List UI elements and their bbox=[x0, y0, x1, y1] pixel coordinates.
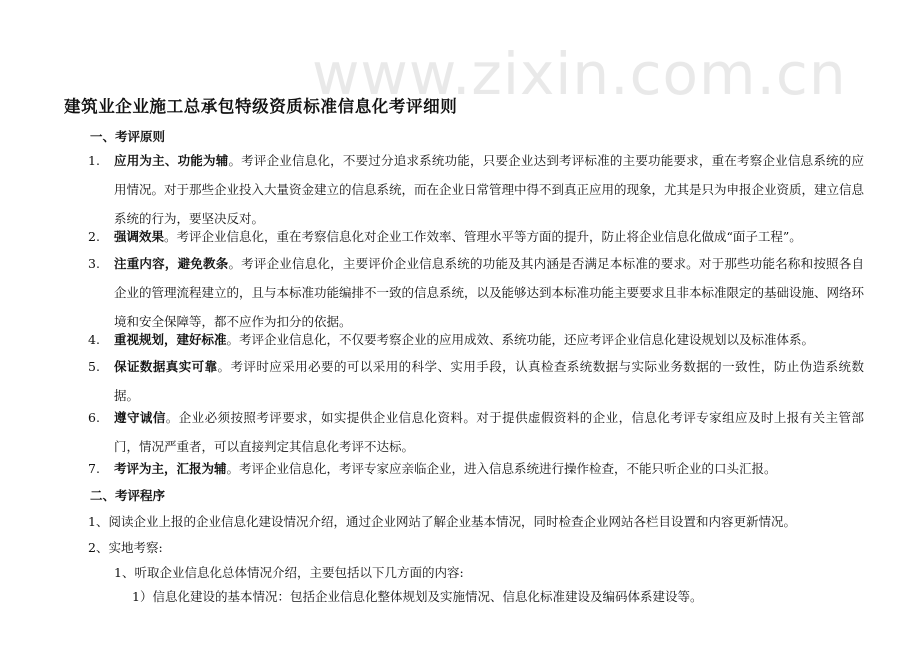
procedure-subitem-detail: 1）信息化建设的基本情况：包括企业信息化整体规划及实施情况、信息化标准建设及编码体系建设等。 bbox=[132, 589, 703, 604]
principle-body bbox=[114, 249, 864, 336]
section-heading-procedure: 二、考评程序 bbox=[90, 488, 166, 503]
principle-text: 。企业必须按照考评要求，如实提供企业信息化资料。对于提供虚假资料的企业，信息化考评专家组应及时上报有关主管部门，情况严重者，可以直接判定其信息化考评不达标。 bbox=[114, 410, 864, 454]
principle-number: 1. bbox=[88, 153, 100, 168]
principle-text: 。考评企业信息化，不仅要考察企业的应用成效、系统功能，还应考评企业信息化建设规划以及标准体系。 bbox=[226, 332, 815, 347]
principle-body bbox=[114, 352, 864, 410]
principle-lead: 强调效果 bbox=[114, 229, 165, 244]
procedure-item: 1、阅读企业上报的企业信息化建设情况介绍，通过企业网站了解企业基本情况，同时检查企业网站各栏目设置和内容更新情况。 bbox=[88, 514, 796, 529]
principle-lead: 注重内容，避免教条 bbox=[114, 256, 229, 271]
principle-lead: 遵守诚信 bbox=[114, 410, 166, 425]
watermark-text: www.zixin.com.cn bbox=[312, 40, 847, 108]
procedure-subitem: 1、听取企业信息化总体情况介绍，主要包括以下几方面的内容: bbox=[114, 565, 464, 580]
principle-lead: 保证数据真实可靠 bbox=[114, 359, 218, 374]
principle-body bbox=[114, 146, 864, 233]
principle-number: 3. bbox=[88, 256, 100, 271]
principle-body bbox=[114, 222, 864, 251]
principle-number: 6. bbox=[88, 410, 100, 425]
principle-number: 4. bbox=[88, 332, 100, 347]
principle-text: 。考评企业信息化，考评专家应亲临企业，进入信息系统进行操作检查，不能只听企业的口头汇报。 bbox=[226, 461, 777, 476]
principle-body bbox=[114, 325, 864, 354]
principle-number: 7. bbox=[88, 461, 100, 476]
principle-lead: 考评为主，汇报为辅 bbox=[114, 461, 227, 476]
procedure-item: 2、实地考察: bbox=[88, 540, 163, 555]
principle-lead: 应用为主、功能为辅 bbox=[114, 153, 229, 168]
principle-number: 2. bbox=[88, 229, 100, 244]
principle-lead: 重视规划，建好标准 bbox=[114, 332, 227, 347]
principle-body bbox=[114, 454, 864, 483]
document-title: 建筑业企业施工总承包特级资质标准信息化考评细则 bbox=[64, 97, 458, 116]
principle-text: 。考评时应采用必要的可以采用的科学、实用手段，认真检查系统数据与实际业务数据的一致性，防止伪造系统数据。 bbox=[114, 359, 864, 403]
principle-text: 。考评企业信息化，主要评价企业信息系统的功能及其内涵是否满足本标准的要求。对于那些功能名称和按照各自企业的管理流程建立的，且与本标准功能编排不一致的信息系统，以及能够达到本标准功能主要要求且非本标准限定的基础设施、网络环境和安全保障等，都不应作为扣分的依据。 bbox=[114, 256, 865, 329]
principle-text: 。考评企业信息化，重在考察信息化对企业工作效率、管理水平等方面的提升，防止将企业信息化做成“面子工程”。 bbox=[164, 229, 802, 244]
principle-number: 5. bbox=[88, 359, 100, 374]
section-heading-principles: 一、考评原则 bbox=[90, 129, 166, 144]
principle-text: 。考评企业信息化，不要过分追求系统功能，只要企业达到考评标准的主要功能要求，重在考察企业信息系统的应用情况。对于那些企业投入大量资金建立的信息系统，而在企业日常管理中得不到真正应用的现象，尤其是只为申报企业资质，建立信息系统的行为，要坚决反对。 bbox=[114, 153, 865, 226]
principle-body bbox=[114, 403, 864, 461]
